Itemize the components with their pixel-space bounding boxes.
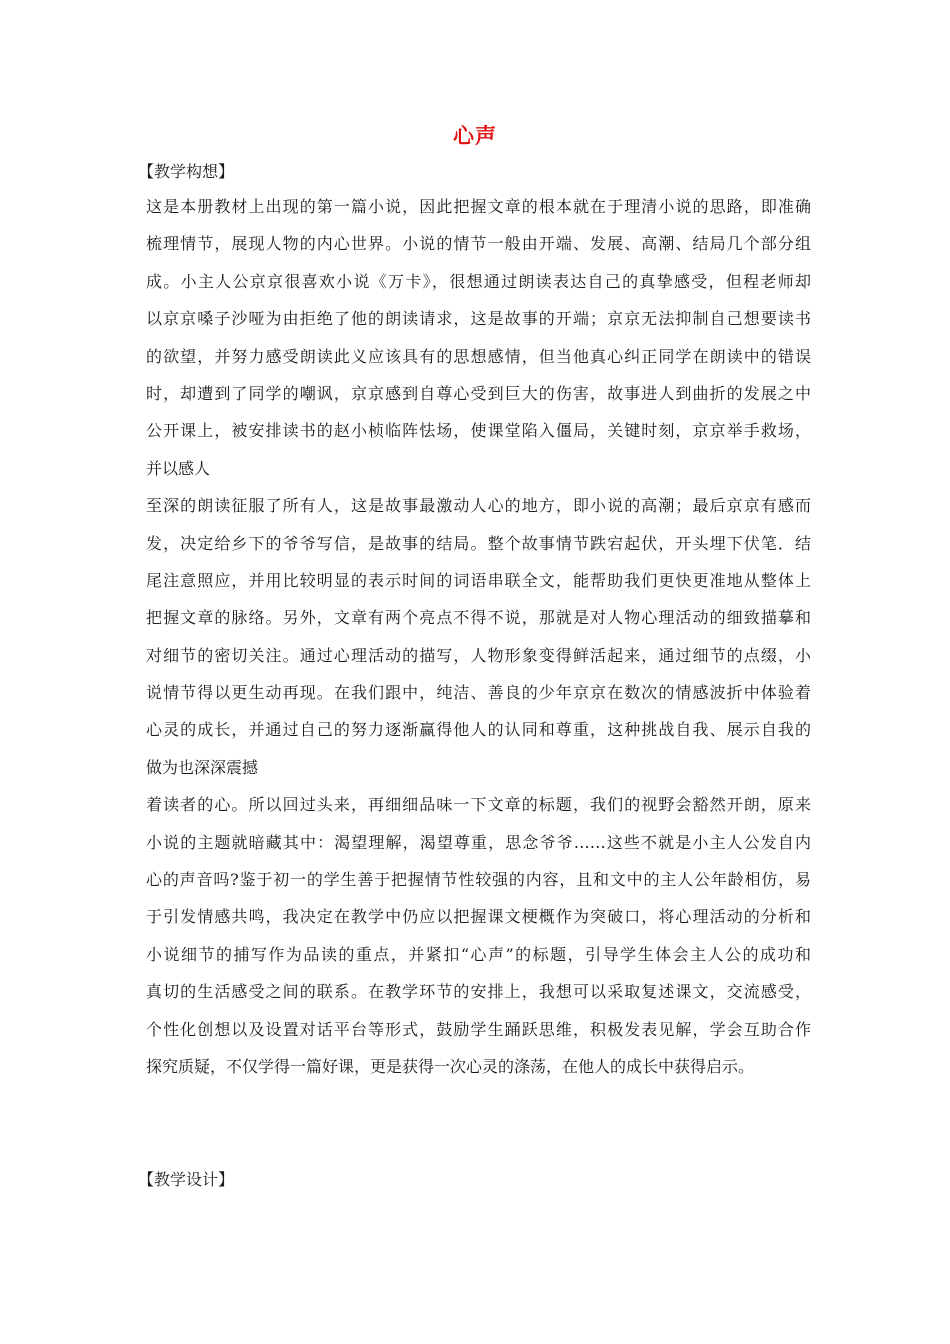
body-text <box>146 196 811 1093</box>
paragraph-line: 真切的生活感受之间的联系。在教学环节的安排上，我想可以采取复述课文，交流感受， <box>146 982 811 1002</box>
paragraph-line: 时，却遭到了同学的嘲讽，京京感到自尊心受到巨大的伤害，故事进人到曲折的发展之中 <box>146 383 811 403</box>
paragraph-line: 梳理情节，展现人物的内心世界。小说的情节一般由开端、发展、高潮、结局几个部分组 <box>146 234 811 254</box>
paragraph-line: 做为也深深震撼 <box>146 757 259 777</box>
paragraph-line: 发，决定给乡下的爷爷写信，是故事的结局。整个故事情节跌宕起伏，开头埋下伏笔．结 <box>146 533 811 553</box>
page-title: 心声 <box>453 123 497 148</box>
paragraph-line: 公开课上，被安排读书的赵小桢临阵怯场，使课堂陷入僵局，关键时刻，京京举手救场， <box>146 421 811 441</box>
paragraph-line: 成。小主人公京京很喜欢小说《万卡》，很想通过朗读表达自己的真挚感受，但程老师却 <box>146 271 811 291</box>
section-heading-design-concept: 【教学构想】 <box>138 162 235 181</box>
section-heading-design: 【教学设计】 <box>138 1170 235 1189</box>
paragraph-line: 探究质疑，不仅学得一篇好课，更是获得一次心灵的涤荡，在他人的成长中获得启示。 <box>146 1056 755 1076</box>
paragraph-line: 并以感人 <box>146 458 211 478</box>
paragraph-line: 小说细节的捕写作为品读的重点，并紧扣“心声”的标题，引导学生体会主人公的成功和 <box>146 944 811 964</box>
paragraph-line: 于引发情感共鸣，我决定在教学中仍应以把握课文梗概作为突破口，将心理活动的分析和 <box>146 907 811 927</box>
paragraph-line: 说情节得以更生动再现。在我们跟中，纯洁、善良的少年京京在数次的情感波折中体验着 <box>146 683 811 703</box>
paragraph-line: 把握文章的脉络。另外，文章有两个亮点不得不说，那就是对人物心理活动的细致描摹和 <box>146 608 811 628</box>
paragraph-line: 至深的朗读征服了所有人，这是故事最激动人心的地方，即小说的高潮；最后京京有感而 <box>146 496 811 516</box>
paragraph-line: 心的声音吗?鉴于初一的学生善于把握情节性较强的内容，且和文中的主人公年龄相仿，易 <box>146 870 811 890</box>
paragraph-line: 小说的主题就暗藏其中：渴望理解，渴望尊重，思念爷爷……这些不就是小主人公发自内 <box>146 832 811 852</box>
paragraph-line: 着读者的心。所以回过头来，再细细品味一下文章的标题，我们的视野会豁然开朗，原来 <box>146 795 811 815</box>
paragraph-line: 以京京嗓子沙哑为由拒绝了他的朗读请求，这是故事的开端；京京无法抑制自己想要读书 <box>146 309 811 329</box>
paragraph-line: 的欲望，并努力感受朗读此义应该具有的思想感情，但当他真心纠正同学在朗读中的错误 <box>146 346 811 366</box>
paragraph-line: 心灵的成长，并通过自己的努力逐渐赢得他人的认同和尊重，这种挑战自我、展示自我的 <box>146 720 811 740</box>
paragraph-line: 个性化创想以及设置对话平台等形式，鼓励学生踊跃思维，积极发表见解，学会互助合作 <box>146 1019 811 1039</box>
paragraph-line: 对细节的密切关注。通过心理活动的描写，人物形象变得鲜活起来，通过细节的点缀，小 <box>146 645 811 665</box>
paragraph-line: 尾注意照应，并用比较明显的表示时间的词语串联全文，能帮助我们更快更准地从整体上 <box>146 570 811 590</box>
paragraph-line: 这是本册教材上出现的第一篇小说，因此把握文章的根本就在于理清小说的思路，即准确 <box>146 197 811 216</box>
